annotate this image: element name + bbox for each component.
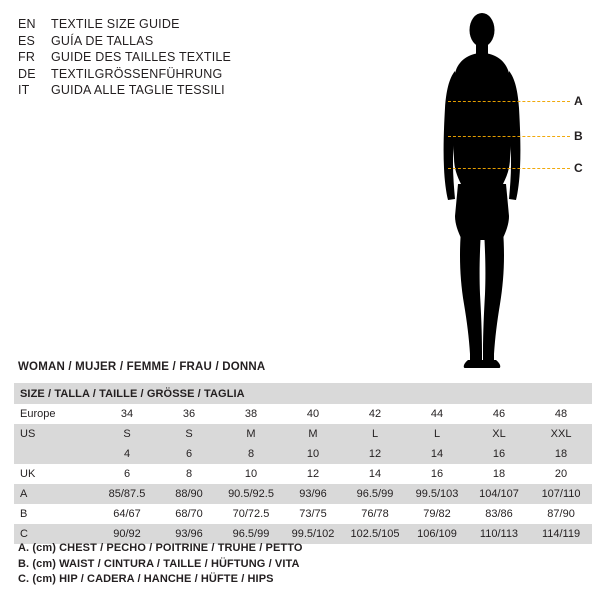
legend-item-a: A. (cm) CHEST / PECHO / POITRINE / TRUHE / PETTO xyxy=(18,542,303,554)
table-row xyxy=(14,444,592,464)
cell: 4 xyxy=(96,444,158,464)
cell: 12 xyxy=(282,464,344,484)
row-label: US xyxy=(14,424,96,444)
cell: 38 xyxy=(220,404,282,424)
cell: 96.5/99 xyxy=(344,484,406,504)
cell: 8 xyxy=(220,444,282,464)
cell: M xyxy=(220,424,282,444)
cell: 90.5/92.5 xyxy=(220,484,282,504)
language-title: TEXTILE SIZE GUIDE xyxy=(51,17,180,31)
cell: 79/82 xyxy=(406,504,468,524)
cell: 93/96 xyxy=(158,524,220,544)
table-header-row xyxy=(14,383,592,404)
language-title: GUIDE DES TAILLES TEXTILE xyxy=(51,50,232,64)
cell: 42 xyxy=(344,404,406,424)
measure-label-a: A xyxy=(574,94,583,108)
cell: 70/72.5 xyxy=(220,504,282,524)
measure-line-b xyxy=(448,136,570,137)
cell: 48 xyxy=(530,404,592,424)
language-code: IT xyxy=(18,83,30,97)
cell: M xyxy=(282,424,344,444)
language-row xyxy=(18,16,318,33)
cell: 10 xyxy=(282,444,344,464)
row-label xyxy=(14,444,96,464)
cell: 83/86 xyxy=(468,504,530,524)
cell: 76/78 xyxy=(344,504,406,524)
silhouette-icon xyxy=(430,8,595,378)
table-header-label: SIZE / TALLA / TAILLE / GRÖSSE / TAGLIA xyxy=(14,383,592,404)
language-title: TEXTILGRÖSSENFÜHRUNG xyxy=(51,66,223,81)
language-row xyxy=(18,66,318,83)
table-row xyxy=(14,464,592,484)
cell: 64/67 xyxy=(96,504,158,524)
cell: 16 xyxy=(468,444,530,464)
cell: 36 xyxy=(158,404,220,424)
language-code: EN xyxy=(18,17,36,31)
language-title: GUÍA DE TALLAS xyxy=(51,33,154,48)
cell: 6 xyxy=(158,444,220,464)
cell: 14 xyxy=(406,444,468,464)
cell: 46 xyxy=(468,404,530,424)
cell: 40 xyxy=(282,404,344,424)
cell: S xyxy=(96,424,158,444)
cell: 68/70 xyxy=(158,504,220,524)
cell: 44 xyxy=(406,404,468,424)
cell: 18 xyxy=(530,444,592,464)
language-title: GUIDA ALLE TAGLIE TESSILI xyxy=(51,83,225,97)
row-label: UK xyxy=(14,464,96,484)
cell: XXL xyxy=(530,424,592,444)
language-code: ES xyxy=(18,33,36,48)
row-label: Europe xyxy=(14,404,96,424)
cell: 104/107 xyxy=(468,484,530,504)
cell: 93/96 xyxy=(282,484,344,504)
table-row xyxy=(14,404,592,424)
measurement-legend xyxy=(18,541,578,588)
cell: 90/92 xyxy=(96,524,158,544)
cell: 16 xyxy=(406,464,468,484)
legend-item-c: C. (cm) HIP / CADERA / HANCHE / HÜFTE / HIPS xyxy=(18,573,274,585)
language-row xyxy=(18,82,318,99)
cell: 20 xyxy=(530,464,592,484)
cell: 12 xyxy=(344,444,406,464)
measure-line-a xyxy=(448,101,570,102)
cell: 87/90 xyxy=(530,504,592,524)
cell: 106/109 xyxy=(406,524,468,544)
row-label: C xyxy=(14,524,96,544)
female-silhouette-figure xyxy=(430,8,595,378)
language-row xyxy=(18,33,318,50)
row-label: A xyxy=(14,484,96,504)
cell: 8 xyxy=(158,464,220,484)
cell: 73/75 xyxy=(282,504,344,524)
language-code: FR xyxy=(18,50,36,64)
cell: 88/90 xyxy=(158,484,220,504)
language-code: DE xyxy=(18,66,36,81)
cell: 85/87.5 xyxy=(96,484,158,504)
legend-item-b: B. (cm) WAIST / CINTURA / TAILLE / HÜFTUNG / VITA xyxy=(18,557,300,570)
table-row xyxy=(14,484,592,504)
row-label: B xyxy=(14,504,96,524)
cell: 10 xyxy=(220,464,282,484)
language-list xyxy=(18,16,318,99)
cell: 114/119 xyxy=(530,524,592,544)
table-row xyxy=(14,504,592,524)
measure-label-c: C xyxy=(574,161,583,175)
cell: L xyxy=(406,424,468,444)
cell: 6 xyxy=(96,464,158,484)
cell: XL xyxy=(468,424,530,444)
size-table xyxy=(14,383,592,544)
measure-label-b: B xyxy=(574,129,583,143)
cell: 102.5/105 xyxy=(344,524,406,544)
cell: 107/110 xyxy=(530,484,592,504)
measure-line-c xyxy=(448,168,570,169)
cell: S xyxy=(158,424,220,444)
cell: 18 xyxy=(468,464,530,484)
cell: 96.5/99 xyxy=(220,524,282,544)
cell: 99.5/103 xyxy=(406,484,468,504)
cell: 110/113 xyxy=(468,524,530,544)
cell: 14 xyxy=(344,464,406,484)
cell: L xyxy=(344,424,406,444)
cell: 34 xyxy=(96,404,158,424)
cell: 99.5/102 xyxy=(282,524,344,544)
language-row xyxy=(18,49,318,66)
table-row xyxy=(14,424,592,444)
section-title: WOMAN / MUJER / FEMME / FRAU / DONNA xyxy=(18,361,266,373)
